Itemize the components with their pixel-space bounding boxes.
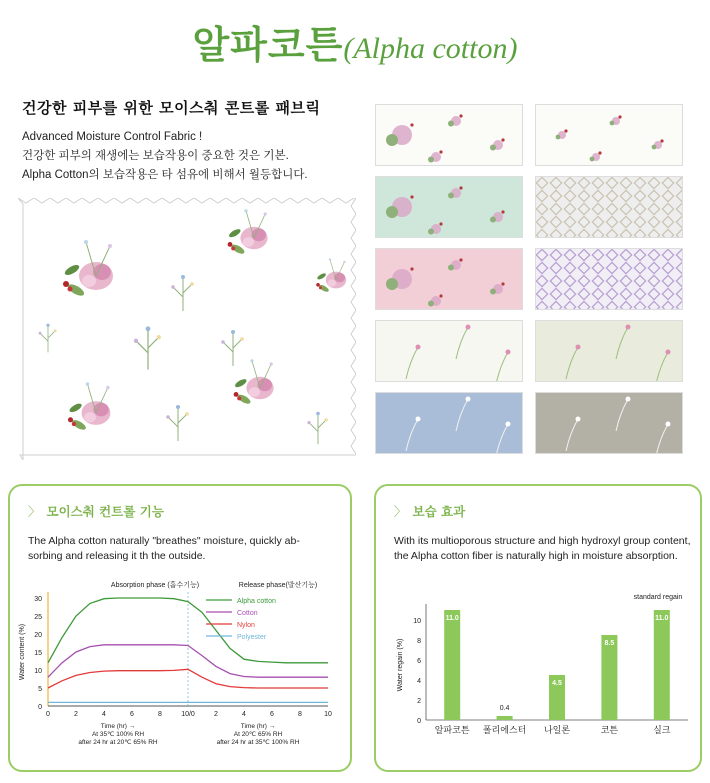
chevron-right-icon: 〉 <box>28 504 41 519</box>
lattice-diamond <box>536 203 547 214</box>
leaf-motif <box>386 134 398 146</box>
lattice-diamond <box>564 177 575 188</box>
lattice-diamond <box>634 216 645 227</box>
stem-motif <box>656 424 668 454</box>
lattice-diamond <box>662 229 673 238</box>
fabric-swatch <box>535 104 683 166</box>
flower-motif <box>506 350 511 355</box>
leaf-motif <box>490 145 496 151</box>
stem-motif <box>616 399 628 431</box>
lattice-diamond <box>536 177 547 188</box>
lattice-diamond <box>676 275 683 286</box>
lattice-diamond <box>648 190 659 201</box>
lattice-diamond <box>564 275 575 286</box>
title-korean: 알파코튼 <box>192 23 344 67</box>
y-tick-label: 30 <box>34 596 42 603</box>
bar <box>654 610 670 720</box>
stem-motif <box>496 424 508 454</box>
lattice-diamond <box>676 301 683 310</box>
lattice-diamond <box>578 190 589 201</box>
y-tick-label: 0 <box>417 718 421 725</box>
category-label: 알파코튼 <box>434 725 470 735</box>
lattice-diamond <box>536 275 547 286</box>
lattice-diamond <box>536 262 547 273</box>
berry-motif <box>598 151 601 154</box>
lattice-diamond <box>662 301 673 310</box>
lattice-diamond <box>676 288 683 299</box>
fabric-swatch <box>375 248 523 310</box>
swatch-pattern <box>376 321 523 382</box>
bar-value-label: 11.0 <box>445 615 459 622</box>
bar-value-label: 8.5 <box>604 640 615 647</box>
berry-motif <box>439 222 442 225</box>
swatch-pattern <box>376 177 523 238</box>
fabric-swatch <box>375 392 523 454</box>
berry-motif <box>410 267 413 270</box>
berry-motif <box>618 115 621 118</box>
x-tick-label: 4 <box>242 711 246 718</box>
panel-description <box>28 534 300 564</box>
lattice-diamond <box>634 203 645 214</box>
lattice-diamond <box>550 216 561 227</box>
lattice-diamond <box>592 203 603 214</box>
panel-heading-text: 모이스춰 컨트롤 기능 <box>46 504 164 519</box>
x-tick-label: 2 <box>74 711 78 718</box>
lattice-diamond <box>578 203 589 214</box>
lattice-diamond <box>578 229 589 238</box>
flower-motif <box>666 422 671 427</box>
lattice-diamond <box>550 301 561 310</box>
berry-motif <box>459 258 462 261</box>
x-axis-label: At 35℃ 100% RH <box>91 731 145 738</box>
stem-motif <box>456 399 468 431</box>
lattice-diamond <box>536 249 547 260</box>
lattice-diamond <box>550 203 561 214</box>
fabric-swatch <box>375 104 523 166</box>
lattice-diamond <box>662 216 673 227</box>
lattice-diamond <box>550 177 561 188</box>
lattice-diamond <box>536 229 547 238</box>
lattice-diamond <box>564 288 575 299</box>
x-axis-label: after 24 hr at 35℃ 100% RH <box>216 739 300 746</box>
lattice-diamond <box>606 249 617 260</box>
lattice-diamond <box>634 177 645 188</box>
lattice-diamond <box>592 275 603 286</box>
y-tick-label: 25 <box>34 614 42 621</box>
lattice-diamond <box>578 275 589 286</box>
flower-motif <box>466 397 471 402</box>
berry-motif <box>501 138 504 141</box>
panel-heading <box>394 502 465 520</box>
lattice-diamond <box>662 249 673 260</box>
lattice-diamond <box>606 262 617 273</box>
headline: 건강한 피부를 위한 모이스춰 콘트롤 패브릭 <box>22 99 321 117</box>
lattice-diamond <box>676 203 683 214</box>
panel-heading <box>28 502 164 520</box>
lattice-diamond <box>606 288 617 299</box>
lattice-diamond <box>606 216 617 227</box>
lattice-diamond <box>578 301 589 310</box>
lattice-diamond <box>648 249 659 260</box>
desc-line: sorbing and releasing it th the outside. <box>28 550 206 562</box>
lattice-diamond <box>592 249 603 260</box>
lattice-diamond <box>606 229 617 238</box>
lattice-diamond <box>634 229 645 238</box>
y-axis-label: Water content (%) <box>19 623 26 681</box>
berry-motif <box>501 282 504 285</box>
lattice-diamond <box>662 203 673 214</box>
swatch-pattern <box>536 393 683 454</box>
water-content-line-chart <box>10 572 350 772</box>
x-tick-label: 10 <box>324 711 332 718</box>
desc-line: The Alpha cotton naturally "breathes" moisture, quickly ab- <box>28 535 300 547</box>
x-axis-label: Time (hr) → <box>100 723 136 730</box>
lattice-diamond <box>606 190 617 201</box>
y-tick-label: 6 <box>417 658 421 665</box>
x-axis-label: Time (hr) → <box>240 723 276 730</box>
lattice-diamond <box>620 216 631 227</box>
flower-motif <box>666 350 671 355</box>
fabric-swatch <box>375 320 523 382</box>
category-label: 폴리에스터 <box>482 725 527 735</box>
flower-motif <box>506 422 511 427</box>
leaf-motif <box>590 157 595 162</box>
x-tick-label: 6 <box>130 711 134 718</box>
lattice-diamond <box>564 216 575 227</box>
swatch-pattern <box>536 321 683 382</box>
lattice-diamond <box>536 288 547 299</box>
lattice-diamond <box>606 275 617 286</box>
lattice-diamond <box>662 177 673 188</box>
y-tick-label: 0 <box>38 704 42 711</box>
stem-motif <box>566 347 578 379</box>
chart-title: standard regain <box>633 594 683 601</box>
lattice-diamond <box>550 262 561 273</box>
leaf-motif <box>448 121 454 127</box>
lattice-diamond <box>564 249 575 260</box>
flower-motif <box>626 397 631 402</box>
lattice-diamond <box>606 301 617 310</box>
lattice-diamond <box>648 262 659 273</box>
y-tick-label: 20 <box>34 632 42 639</box>
legend-label: Nylon <box>237 622 255 629</box>
lattice-diamond <box>648 301 659 310</box>
phase-label: Absorption phase (흡수기능) <box>110 582 200 589</box>
lattice-diamond <box>634 249 645 260</box>
leaf-motif <box>490 289 496 295</box>
lattice-diamond <box>592 190 603 201</box>
leaf-motif <box>490 217 496 223</box>
lattice-diamond <box>648 288 659 299</box>
intro-line: Alpha Cotton의 보습작용은 타 섬유에 비해서 월등합니다. <box>22 169 308 181</box>
fabric-swatch <box>375 176 523 238</box>
lattice-diamond <box>578 249 589 260</box>
berry-motif <box>459 186 462 189</box>
lattice-diamond <box>648 216 659 227</box>
lattice-diamond <box>620 190 631 201</box>
bar-value-label: 0.4 <box>499 705 510 712</box>
water-regain-bar-chart <box>376 590 700 770</box>
x-tick-label: 6 <box>270 711 274 718</box>
lattice-diamond <box>662 288 673 299</box>
category-label: 실크 <box>653 725 671 735</box>
lattice-diamond <box>676 229 683 238</box>
fabric-swatch <box>535 248 683 310</box>
swatch-pattern <box>536 177 683 238</box>
lattice-diamond <box>620 288 631 299</box>
legend-label: Alpha cotton <box>237 598 276 605</box>
y-tick-label: 5 <box>38 686 42 693</box>
panel-heading-text: 보습 효과 <box>412 504 466 519</box>
title-english: (Alpha cotton) <box>343 32 518 65</box>
lattice-diamond <box>536 301 547 310</box>
swatch-pattern <box>376 393 523 454</box>
lattice-diamond <box>550 229 561 238</box>
lattice-diamond <box>564 190 575 201</box>
x-tick-label: 10/0 <box>181 711 195 718</box>
lattice-diamond <box>634 262 645 273</box>
lattice-diamond <box>620 229 631 238</box>
lattice-diamond <box>662 262 673 273</box>
stem-motif <box>566 419 578 451</box>
berry-motif <box>660 139 663 142</box>
leaf-motif <box>428 301 434 307</box>
lattice-diamond <box>620 177 631 188</box>
lattice-diamond <box>592 301 603 310</box>
lattice-diamond <box>550 288 561 299</box>
x-tick-label: 0 <box>46 711 50 718</box>
swatch-pattern <box>376 249 523 310</box>
legend-label: Polyester <box>237 634 267 641</box>
intro-line: Advanced Moisture Control Fabric ! <box>22 131 203 143</box>
stem-motif <box>406 419 418 451</box>
chevron-right-icon: 〉 <box>394 504 407 519</box>
berry-motif <box>439 150 442 153</box>
lattice-diamond <box>634 275 645 286</box>
stem-motif <box>456 327 468 359</box>
fabric-swatch <box>535 320 683 382</box>
lattice-diamond <box>648 203 659 214</box>
x-tick-label: 2 <box>214 711 218 718</box>
lattice-diamond <box>620 203 631 214</box>
lattice-diamond <box>564 203 575 214</box>
y-tick-label: 10 <box>413 618 421 625</box>
desc-line: With its multioporous structure and high hydroxyl group content, <box>394 535 691 547</box>
swatch-pattern <box>536 105 683 166</box>
category-label: 나일론 <box>543 725 571 735</box>
leaf-motif <box>448 193 454 199</box>
fabric-sample-image <box>18 198 356 460</box>
lattice-diamond <box>634 301 645 310</box>
leaf-motif <box>652 145 657 150</box>
berry-motif <box>439 294 442 297</box>
lattice-diamond <box>676 249 683 260</box>
lattice-diamond <box>592 262 603 273</box>
stem-motif <box>496 352 508 382</box>
lattice-diamond <box>662 190 673 201</box>
flower-motif <box>416 345 421 350</box>
leaf-motif <box>428 157 434 163</box>
lattice-diamond <box>578 288 589 299</box>
lattice-diamond <box>676 177 683 188</box>
lattice-diamond <box>550 275 561 286</box>
lattice-diamond <box>550 249 561 260</box>
flower-motif <box>626 325 631 330</box>
y-tick-label: 4 <box>417 678 421 685</box>
leaf-motif <box>386 206 398 218</box>
lattice-diamond <box>620 262 631 273</box>
x-axis-label: At 20℃ 65% RH <box>233 731 283 738</box>
swatch-pattern <box>376 105 523 166</box>
leaf-motif <box>386 278 398 290</box>
lattice-diamond <box>648 177 659 188</box>
bar <box>497 716 513 720</box>
flower-motif <box>576 417 581 422</box>
stem-motif <box>616 327 628 359</box>
lattice-diamond <box>606 177 617 188</box>
lattice-diamond <box>606 203 617 214</box>
fabric-swatch <box>535 392 683 454</box>
berry-motif <box>410 123 413 126</box>
intro-line: 건강한 피부의 재생에는 보습작용이 중요한 것은 기본. <box>22 150 289 162</box>
bar <box>444 610 460 720</box>
bar-value-label: 4.5 <box>552 680 562 687</box>
fabric-swatch <box>535 176 683 238</box>
lattice-diamond <box>676 216 683 227</box>
flower-motif <box>466 325 471 330</box>
lattice-diamond <box>578 216 589 227</box>
lattice-diamond <box>662 275 673 286</box>
lattice-diamond <box>676 262 683 273</box>
lattice-diamond <box>620 301 631 310</box>
lattice-diamond <box>634 288 645 299</box>
berry-motif <box>459 114 462 117</box>
y-tick-label: 15 <box>34 650 42 657</box>
lattice-diamond <box>564 229 575 238</box>
berry-motif <box>410 195 413 198</box>
lattice-diamond <box>550 190 561 201</box>
flower-motif <box>416 417 421 422</box>
leaf-motif <box>448 265 454 271</box>
desc-line: the Alpha cotton fiber is naturally high in moisture absorption. <box>394 550 678 562</box>
lattice-diamond <box>592 288 603 299</box>
lattice-diamond <box>564 301 575 310</box>
lattice-diamond <box>578 262 589 273</box>
lattice-diamond <box>536 216 547 227</box>
lattice-diamond <box>620 249 631 260</box>
swatch-pattern <box>536 249 683 310</box>
lattice-diamond <box>648 229 659 238</box>
category-label: 코튼 <box>600 725 619 735</box>
berry-motif <box>564 129 567 132</box>
berry-motif <box>501 210 504 213</box>
x-tick-label: 8 <box>298 711 302 718</box>
lattice-diamond <box>648 275 659 286</box>
x-axis-label: after 24 hr at 20℃ 65% RH <box>78 739 158 746</box>
page-title <box>0 14 710 69</box>
panel-description <box>394 534 690 564</box>
y-tick-label: 10 <box>34 668 42 675</box>
intro-text <box>22 128 308 185</box>
stem-motif <box>656 352 668 382</box>
phase-label: Release phase(발산기능) <box>238 582 318 589</box>
moisture-effect-panel <box>374 484 702 772</box>
lattice-diamond <box>578 177 589 188</box>
x-tick-label: 4 <box>102 711 106 718</box>
lattice-diamond <box>634 190 645 201</box>
bar <box>601 635 617 720</box>
lattice-diamond <box>592 177 603 188</box>
lattice-diamond <box>592 216 603 227</box>
leaf-motif <box>556 135 561 140</box>
moisture-control-panel <box>8 484 352 772</box>
y-tick-label: 8 <box>417 638 421 645</box>
y-axis-label: Water regain (%) <box>397 638 404 692</box>
stem-motif <box>406 347 418 379</box>
leaf-motif <box>610 121 615 126</box>
bar-value-label: 11.0 <box>655 615 669 622</box>
y-tick-label: 2 <box>417 698 421 705</box>
x-tick-label: 8 <box>158 711 162 718</box>
lattice-diamond <box>592 229 603 238</box>
flower-motif <box>576 345 581 350</box>
legend-label: Cotton <box>237 610 258 617</box>
leaf-motif <box>428 229 434 235</box>
lattice-diamond <box>620 275 631 286</box>
lattice-diamond <box>676 190 683 201</box>
lattice-diamond <box>564 262 575 273</box>
lattice-diamond <box>536 190 547 201</box>
